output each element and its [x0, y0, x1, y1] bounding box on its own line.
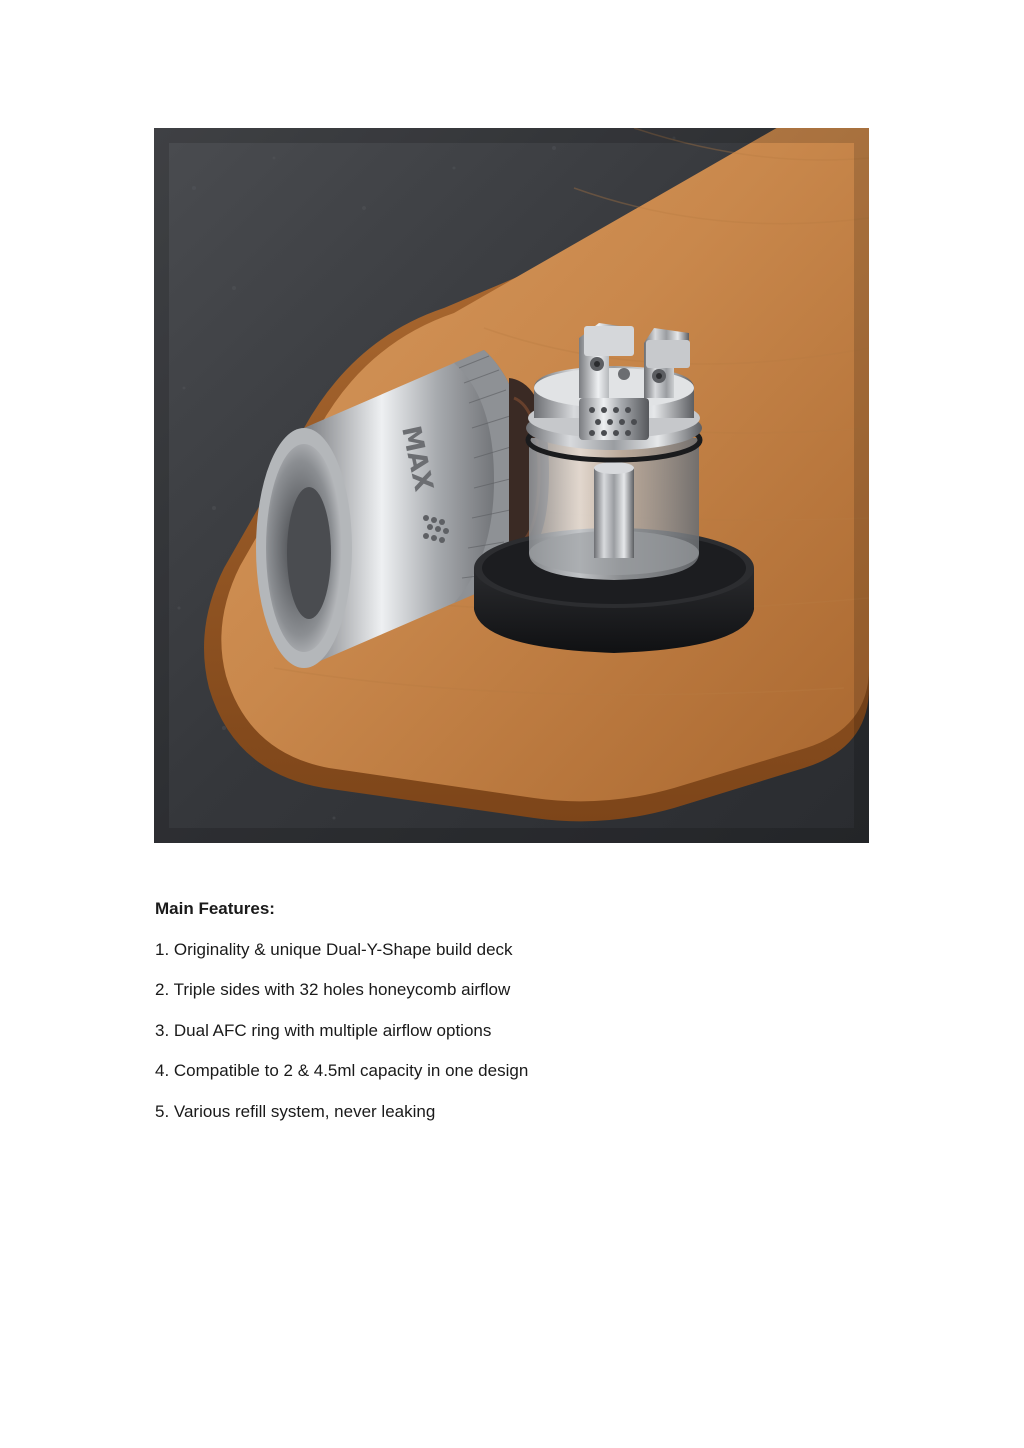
product-photo	[154, 128, 869, 843]
feature-item: 2. Triple sides with 32 holes honeycomb airflow	[155, 980, 511, 1000]
feature-item: 3. Dual AFC ring with multiple airflow options	[155, 1020, 492, 1040]
main-features-section	[155, 898, 855, 1141]
cap-engraving: MAX	[395, 423, 439, 495]
features-heading: Main Features:	[155, 899, 275, 918]
product-photo-illustration	[154, 128, 869, 843]
feature-item: 4. Compatible to 2 & 4.5ml capacity in one design	[155, 1061, 529, 1081]
feature-item: 1. Originality & unique Dual-Y-Shape build deck	[155, 940, 513, 959]
feature-item: 5. Various refill system, never leaking	[155, 1101, 436, 1121]
feature-list	[155, 939, 855, 1123]
